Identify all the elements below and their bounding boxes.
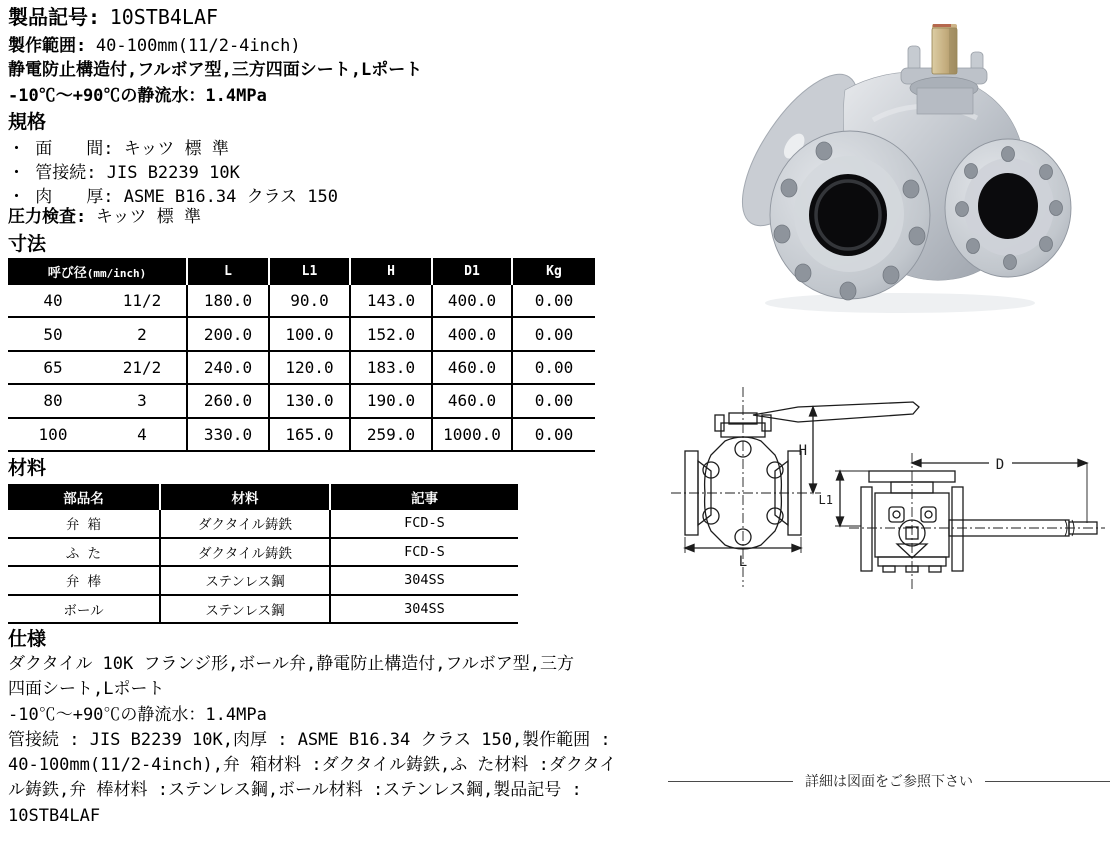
dimension-label-L: L xyxy=(738,554,748,570)
materials-row xyxy=(8,510,518,538)
col-header-size: 呼び径(mm/inch) xyxy=(8,258,187,285)
cell-H: 183.0 xyxy=(350,351,432,384)
right-flange xyxy=(945,139,1071,277)
dimensions-row xyxy=(8,384,595,417)
pressure-test-label: 圧力検査: xyxy=(8,207,87,227)
col-header-D1: D1 xyxy=(432,258,512,285)
cell-H: 190.0 xyxy=(350,384,432,417)
standards-item-label: 肉 厚: xyxy=(35,187,114,207)
cell-D1: 1000.0 xyxy=(432,418,512,451)
drawing-top-view xyxy=(835,453,1105,591)
range-line xyxy=(8,35,301,57)
standards-item xyxy=(8,158,338,182)
cell-mm: 100 xyxy=(38,424,68,444)
materials-row xyxy=(8,566,518,595)
left-flange xyxy=(770,131,930,300)
cell-D1: 460.0 xyxy=(432,384,512,417)
pressure-test-value: キッツ 標 準 xyxy=(95,207,202,227)
cell-L1: 100.0 xyxy=(269,317,350,350)
range-value: 40-100mm(11/2-4inch) xyxy=(95,36,301,56)
col-header-L: L xyxy=(187,258,269,285)
standards-item-value: JIS B2239 10K xyxy=(106,163,240,183)
cell-material: ダクタイル鋳鉄 xyxy=(160,510,330,538)
col-header-note: 記事 xyxy=(330,484,518,510)
photo-shadow xyxy=(765,293,1035,313)
product-code-label: 製品記号: xyxy=(8,5,101,29)
dimensions-row xyxy=(8,418,595,451)
dimension-label-L1: L1 xyxy=(818,493,833,507)
spec-line: -10℃～+90℃の静流水：1.4MPa xyxy=(8,704,267,725)
spec-line: 管接続 : JIS B2239 10K,肉厚 : ASME B16.34 クラス 150,製作範囲 : xyxy=(8,729,611,750)
note-divider-left xyxy=(668,781,793,782)
cell-Kg: 0.00 xyxy=(534,424,574,444)
product-code-line xyxy=(8,4,218,30)
dimensions-row xyxy=(8,317,595,350)
cell-H: 152.0 xyxy=(350,317,432,350)
cell-note: 304SS xyxy=(404,600,445,617)
col-header-H: H xyxy=(350,258,432,285)
cell-inch: 3 xyxy=(98,384,187,417)
cell-D1: 400.0 xyxy=(432,317,512,350)
note-divider-right xyxy=(985,781,1110,782)
cell-H: 259.0 xyxy=(350,418,432,451)
standards-item xyxy=(8,182,338,206)
cell-note: 304SS xyxy=(404,572,445,589)
cell-part: ふ た xyxy=(8,538,160,567)
cell-L: 260.0 xyxy=(187,384,269,417)
dimension-label-H: H xyxy=(798,443,807,459)
cell-material: ダクタイル鋳鉄 xyxy=(160,538,330,567)
bullet-icon: ・ xyxy=(8,139,25,159)
technical-drawing xyxy=(663,383,1113,605)
spec-heading: 仕様 xyxy=(8,628,47,650)
col-header-L1: L1 xyxy=(269,258,350,285)
cell-inch: 4 xyxy=(98,418,187,451)
cell-inch: 11/2 xyxy=(98,285,187,317)
materials-header-row xyxy=(8,484,518,510)
standards-item-label: 面 間: xyxy=(35,139,114,159)
cell-Kg: 0.00 xyxy=(534,357,574,377)
cell-mm: 40 xyxy=(43,291,63,311)
feature-line: 静電防止構造付,フルボア型,三方四面シート,Lポート xyxy=(8,60,423,80)
cell-mm: 50 xyxy=(43,324,63,344)
cell-L: 180.0 xyxy=(187,285,269,317)
standards-list xyxy=(8,134,338,206)
cell-L: 240.0 xyxy=(187,351,269,384)
spec-line: 10STB4LAF xyxy=(8,805,101,826)
spec-line: 40-100mm(11/2-4inch),弁 箱材料 :ダクタイル鋳鉄,ふ た材料 :ダクタイ xyxy=(8,755,617,776)
dimensions-header-row xyxy=(8,258,595,285)
materials-table xyxy=(8,484,518,624)
valve-stem xyxy=(932,24,957,74)
product-photo xyxy=(705,10,1085,320)
bullet-icon: ・ xyxy=(8,187,25,207)
dimensions-row xyxy=(8,351,595,384)
cell-inch: 21/2 xyxy=(98,351,187,384)
standards-item-label: 管接続: xyxy=(35,163,97,183)
col-header-material: 材料 xyxy=(160,484,330,510)
product-code-value: 10STB4LAF xyxy=(109,5,219,29)
cell-material: ステンレス鋼 xyxy=(160,566,330,595)
cell-L1: 165.0 xyxy=(269,418,350,451)
dimension-label-D: D xyxy=(995,457,1005,473)
dimensions-heading: 寸法 xyxy=(8,233,47,255)
cell-part: 弁 棒 xyxy=(8,566,160,595)
cell-D1: 400.0 xyxy=(432,285,512,317)
cell-L1: 90.0 xyxy=(269,285,350,317)
standards-item xyxy=(8,134,338,158)
bullet-icon: ・ xyxy=(8,163,25,183)
cell-note: FCD-S xyxy=(404,515,445,532)
spec-paragraph xyxy=(8,652,663,829)
materials-row xyxy=(8,538,518,567)
cell-L1: 130.0 xyxy=(269,384,350,417)
col-header-Kg: Kg xyxy=(512,258,595,285)
standards-heading: 規格 xyxy=(8,111,47,133)
spec-line: ダクタイル 10K フランジ形,ボール弁,静電防止構造付,フルボア型,三方 xyxy=(8,654,574,674)
cell-mm: 65 xyxy=(43,357,63,377)
cell-L: 330.0 xyxy=(187,418,269,451)
cell-part: 弁 箱 xyxy=(8,510,160,538)
standards-item-value: キッツ 標 準 xyxy=(123,139,229,159)
dimensions-row xyxy=(8,285,595,317)
materials-row xyxy=(8,595,518,624)
cell-D1: 460.0 xyxy=(432,351,512,384)
cell-material: ステンレス鋼 xyxy=(160,595,330,624)
pressure-test-line xyxy=(8,206,201,228)
spec-line: ル鋳鉄,弁 棒材料 :ステンレス鋼,ボール材料 :ステンレス鋼,製品記号 : xyxy=(8,780,582,801)
cell-mm: 80 xyxy=(43,391,63,411)
spec-line: 四面シート,Lポート xyxy=(8,679,165,700)
cell-Kg: 0.00 xyxy=(534,324,574,344)
materials-heading: 材料 xyxy=(8,457,47,479)
cell-part: ボール xyxy=(8,595,160,624)
col-header-part: 部品名 xyxy=(8,484,160,510)
cell-note: FCD-S xyxy=(404,543,445,560)
note-text: 詳細は図面をご参照下さい xyxy=(805,774,973,790)
dimensions-table xyxy=(8,258,595,452)
drawing-note xyxy=(668,772,1110,790)
cell-inch: 2 xyxy=(98,317,187,350)
cell-Kg: 0.00 xyxy=(534,291,574,311)
range-label: 製作範囲: xyxy=(8,36,87,56)
standards-item-value: ASME B16.34 クラス 150 xyxy=(123,187,338,207)
cell-L: 200.0 xyxy=(187,317,269,350)
rating-line: -10℃～+90℃の静流水：1.4MPa xyxy=(8,86,267,106)
cell-L1: 120.0 xyxy=(269,351,350,384)
cell-Kg: 0.00 xyxy=(534,391,574,411)
cell-H: 143.0 xyxy=(350,285,432,317)
